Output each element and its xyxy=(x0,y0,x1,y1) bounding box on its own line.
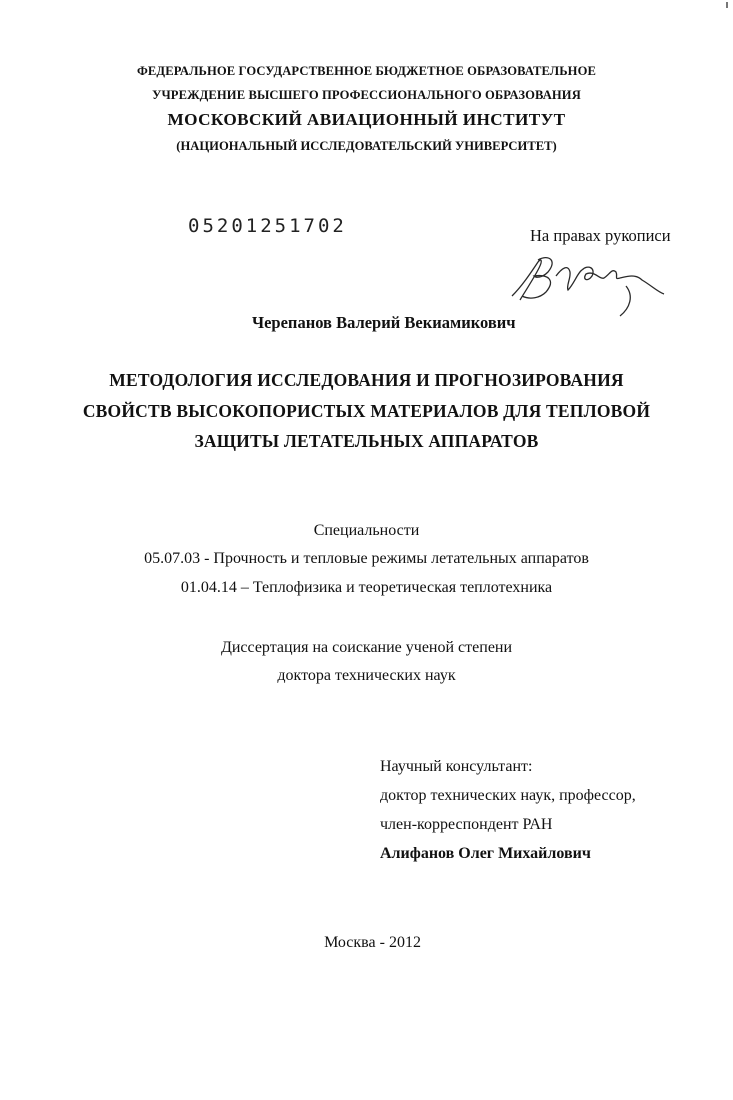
university-type: (НАЦИОНАЛЬНЫЙ ИССЛЕДОВАТЕЛЬСКИЙ УНИВЕРСИТЕТ) xyxy=(176,139,557,153)
consultant-rank: член-корреспондент РАН xyxy=(380,816,553,833)
specialty-item: 01.04.14 – Теплофизика и теоретическая теплотехника xyxy=(180,579,553,596)
specialty-item: 05.07.03 - Прочность и тепловые режимы летательных аппаратов xyxy=(144,550,589,567)
title-line-2: СВОЙСТВ ВЫСОКОПОРИСТЫХ МАТЕРИАЛОВ ДЛЯ ТЕПЛОВОЙ xyxy=(82,401,651,421)
consultant-label: Научный консультант: xyxy=(380,758,533,775)
consultant-degree: доктор технических наук, профессор, xyxy=(380,787,636,804)
specialties-heading: Специальности xyxy=(313,522,420,539)
org-line-1: ФЕДЕРАЛЬНОЕ ГОСУДАРСТВЕННОЕ БЮДЖЕТНОЕ ОБРАЗОВАТЕЛЬНОЕ xyxy=(137,64,596,78)
consultant-name: Алифанов Олег Михайлович xyxy=(380,845,591,862)
dissertation-line-2: доктора технических наук xyxy=(277,667,456,684)
org-line-2: УЧРЕЖДЕНИЕ ВЫСШЕГО ПРОФЕССИОНАЛЬНОГО ОБРАЗОВАНИЯ xyxy=(152,88,581,102)
title-line-1: МЕТОДОЛОГИЯ ИССЛЕДОВАНИЯ И ПРОГНОЗИРОВАНИЯ xyxy=(109,370,624,390)
dissertation-line-1: Диссертация на соискание ученой степени xyxy=(220,639,513,656)
manuscript-rights: На правах рукописи xyxy=(530,226,671,245)
place-year: Москва - 2012 xyxy=(324,934,421,951)
registration-number: 05201251702 xyxy=(188,215,347,237)
title-line-3: ЗАЩИТЫ ЛЕТАТЕЛЬНЫХ АППАРАТОВ xyxy=(194,431,539,451)
scan-mark xyxy=(726,2,728,8)
institute-name: МОСКОВСКИЙ АВИАЦИОННЫЙ ИНСТИТУТ xyxy=(167,110,566,129)
signature xyxy=(508,246,678,320)
author-name: Черепанов Валерий Векиамикович xyxy=(252,313,516,332)
